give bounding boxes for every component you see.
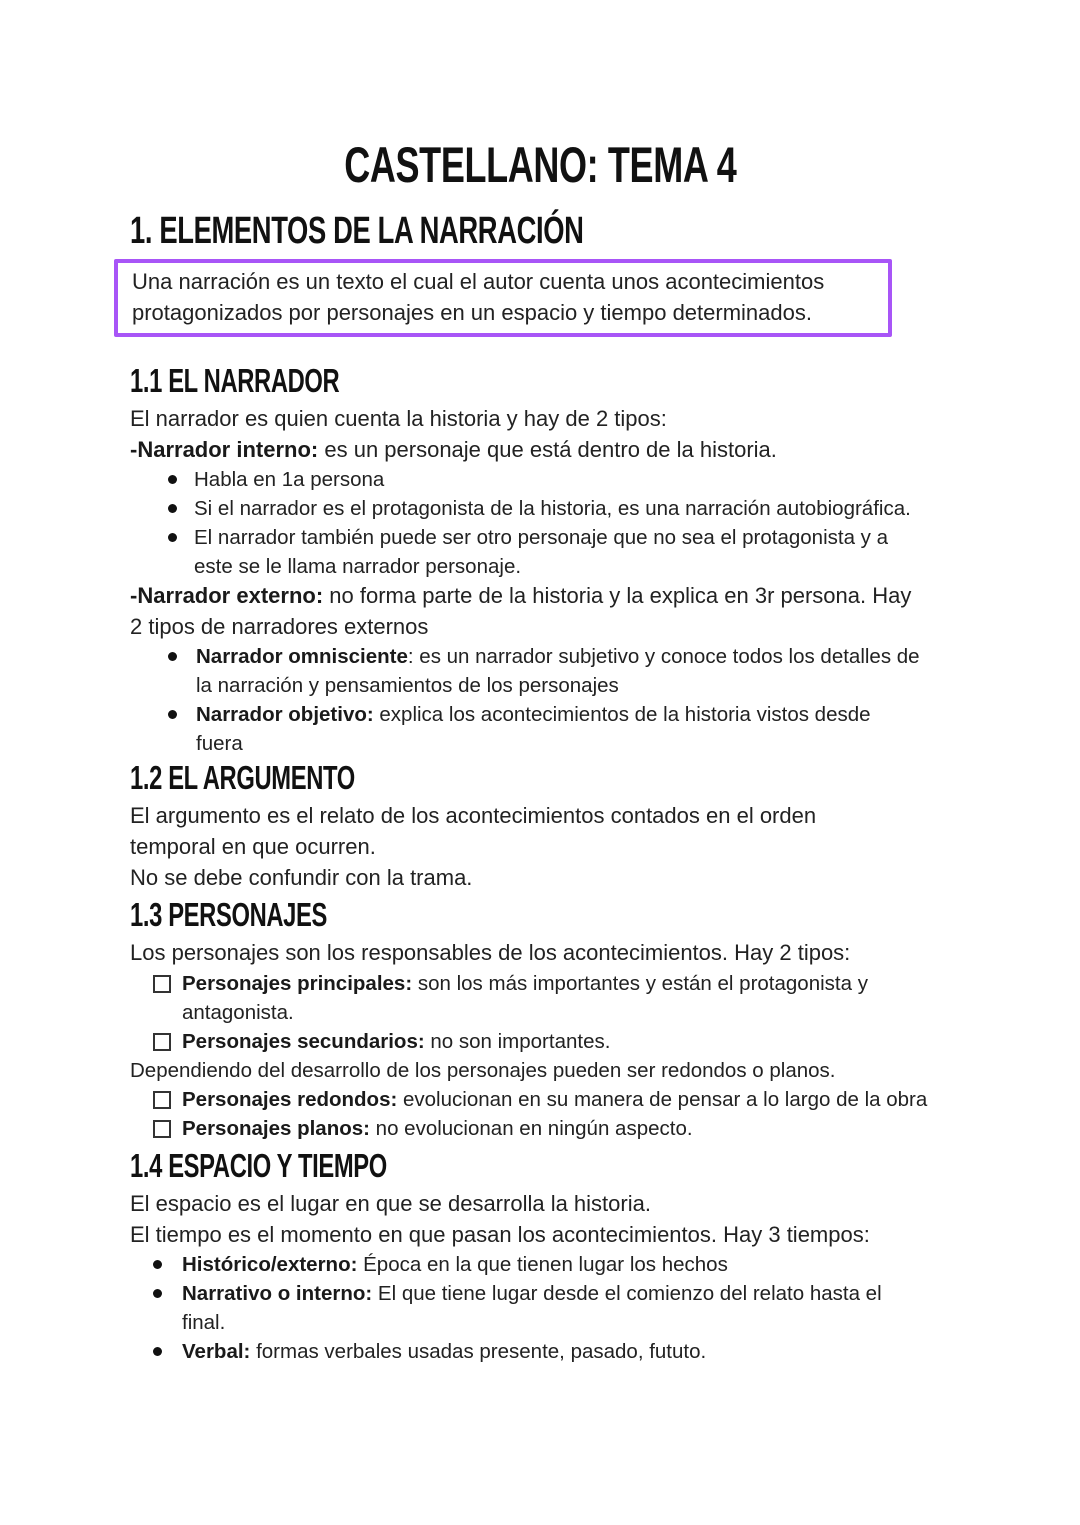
narrador-externo-text: no forma parte de la historia y la explica en 3r persona. Hay bbox=[323, 583, 912, 608]
personajes-desarrollo: Dependiendo del desarrollo de los personajes pueden ser redondos o planos. bbox=[130, 1059, 836, 1082]
checkbox-icon bbox=[153, 1091, 171, 1109]
narrativo-text: El que tiene lugar desde el comienzo del relato hasta el bbox=[372, 1282, 882, 1305]
list-item bbox=[196, 700, 871, 729]
checkbox-icon bbox=[153, 1033, 171, 1051]
subsection-heading-personajes: 1.3 PERSONAJES bbox=[130, 896, 328, 933]
checkbox-icon bbox=[153, 1120, 171, 1138]
definition-line: Una narración es un texto el cual el autor cuenta unos acontecimientos bbox=[132, 269, 825, 294]
list-item bbox=[182, 1027, 610, 1056]
redondos-label: Personajes redondos: bbox=[182, 1088, 398, 1111]
definition-line: protagonizados por personajes en un espacio y tiempo determinados. bbox=[132, 299, 812, 325]
principales-text: son los más importantes y están el protagonista y bbox=[412, 972, 868, 995]
list-item bbox=[182, 1337, 706, 1366]
historico-text: Época en la que tienen lugar los hechos bbox=[357, 1253, 728, 1276]
definition-box bbox=[114, 259, 892, 337]
omnisciente-text: : es un narrador subjetivo y conoce todos los detalles de bbox=[407, 645, 920, 668]
planos-label: Personajes planos: bbox=[182, 1117, 370, 1140]
list-item bbox=[182, 1279, 882, 1308]
subsection-heading-espacio: 1.4 ESPACIO Y TIEMPO bbox=[130, 1147, 387, 1184]
argumento-line: No se debe confundir con la trama. bbox=[130, 865, 473, 890]
definition-text bbox=[132, 267, 877, 328]
narrador-externo-label: -Narrador externo: bbox=[130, 583, 324, 608]
subsection-heading-narrador: 1.1 EL NARRADOR bbox=[130, 362, 340, 399]
list-item: El narrador también puede ser otro personaje que no sea el protagonista y a bbox=[194, 526, 889, 549]
list-item-continuation: este se le llama narrador personaje. bbox=[194, 555, 522, 578]
objetivo-text: explica los acontecimientos de la historia vistos desde bbox=[373, 703, 871, 726]
argumento-line: El argumento es el relato de los acontecimientos contados en el orden bbox=[130, 803, 817, 828]
list-item bbox=[182, 1250, 728, 1279]
argumento-line: temporal en que ocurren. bbox=[130, 834, 376, 859]
bullet-icon bbox=[168, 710, 177, 719]
bullet-icon bbox=[168, 504, 177, 513]
omnisciente-label: Narrador omnisciente bbox=[196, 645, 408, 668]
narrador-externo-line2: 2 tipos de narradores externos bbox=[130, 614, 429, 639]
espacio-line: El espacio es el lugar en que se desarrolla la historia. bbox=[130, 1191, 651, 1216]
bullet-icon bbox=[153, 1289, 162, 1298]
page-title: CASTELLANO: TEMA 4 bbox=[343, 137, 737, 193]
bullet-icon bbox=[168, 475, 177, 484]
historico-label: Histórico/externo: bbox=[182, 1253, 358, 1276]
list-item bbox=[182, 969, 868, 998]
secundarios-text: no son importantes. bbox=[424, 1030, 611, 1053]
checkbox-icon bbox=[153, 975, 171, 993]
bullet-icon bbox=[153, 1260, 162, 1269]
redondos-text: evolucionan en su manera de pensar a lo largo de la obra bbox=[397, 1088, 928, 1111]
page-title-wrap bbox=[0, 136, 1080, 194]
list-item bbox=[182, 1085, 927, 1114]
narrador-interno-line bbox=[130, 435, 777, 466]
narrativo-label: Narrativo o interno: bbox=[182, 1282, 373, 1305]
list-item: Habla en 1a persona bbox=[194, 468, 385, 491]
section-heading-elementos: 1. ELEMENTOS DE LA NARRACIÓN bbox=[130, 210, 584, 252]
narrador-interno-text: es un personaje que está dentro de la historia. bbox=[318, 437, 777, 462]
secundarios-label: Personajes secundarios: bbox=[182, 1030, 425, 1053]
verbal-label: Verbal: bbox=[182, 1340, 251, 1363]
narrador-interno-label: -Narrador interno: bbox=[130, 437, 319, 462]
list-item-continuation: final. bbox=[182, 1311, 226, 1334]
objetivo-label: Narrador objetivo: bbox=[196, 703, 374, 726]
list-item bbox=[196, 642, 920, 671]
narrador-externo-line bbox=[130, 581, 911, 612]
personajes-intro: Los personajes son los responsables de los acontecimientos. Hay 2 tipos: bbox=[130, 940, 851, 965]
list-item-continuation: antagonista. bbox=[182, 1001, 294, 1024]
principales-label: Personajes principales: bbox=[182, 972, 413, 995]
bullet-icon bbox=[153, 1347, 162, 1356]
bullet-icon bbox=[168, 652, 177, 661]
bullet-icon bbox=[168, 533, 177, 542]
planos-text: no evolucionan en ningún aspecto. bbox=[369, 1117, 693, 1140]
verbal-text: formas verbales usadas presente, pasado, fututo. bbox=[250, 1340, 707, 1363]
list-item-continuation: la narración y pensamientos de los personajes bbox=[196, 674, 619, 697]
espacio-line: El tiempo es el momento en que pasan los acontecimientos. Hay 3 tiempos: bbox=[130, 1222, 870, 1247]
list-item: Si el narrador es el protagonista de la historia, es una narración autobiográfica. bbox=[194, 497, 911, 520]
subsection-heading-argumento: 1.2 EL ARGUMENTO bbox=[130, 759, 355, 796]
list-item-continuation: fuera bbox=[196, 732, 243, 755]
narrador-intro: El narrador es quien cuenta la historia y hay de 2 tipos: bbox=[130, 406, 667, 431]
list-item bbox=[182, 1114, 693, 1143]
